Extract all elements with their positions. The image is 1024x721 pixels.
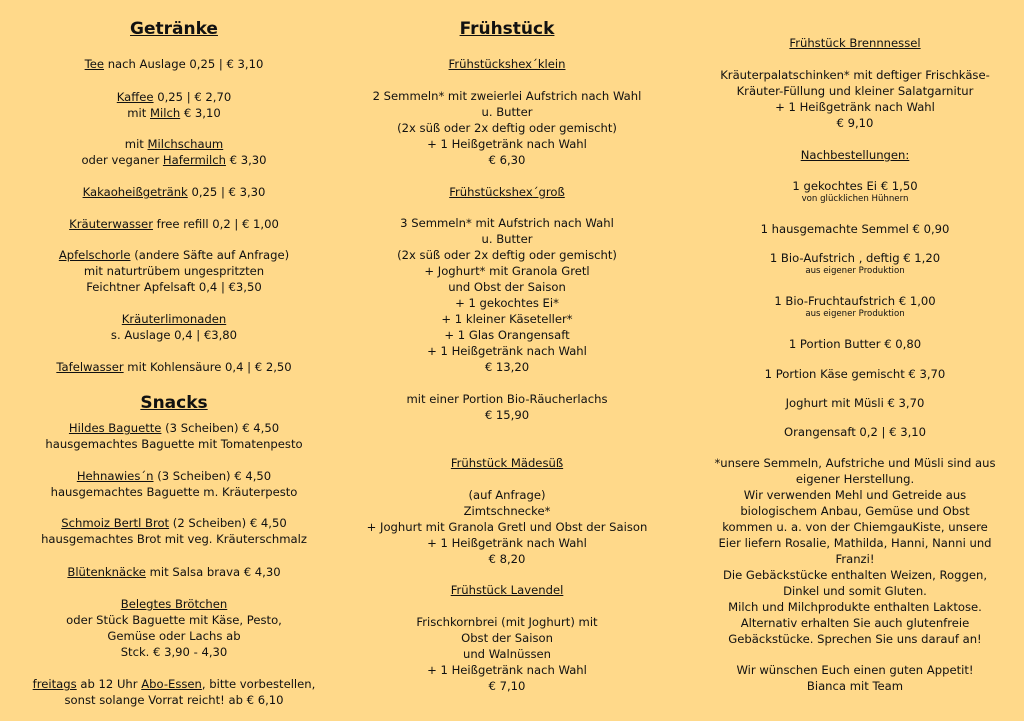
item-tafelwasser: Tafelwasser mit Kohlensäure 0,4 | € 2,50 [56, 360, 292, 374]
block-fruehstueck-brennnessel: Kräuterpalatschinken* mit deftiger Frischkäse- Kräuter-Füllung und kleiner Salatgarnitur + 1 Heißgetränk nach Wahl € 9,10 [720, 68, 990, 130]
column-drinks-snacks [14, 0, 334, 721]
block-fruehstueck-lavendel: Frischkornbrei (mit Joghurt) mit Obst der Saison und Walnüssen + 1 Heißgetränk nach Wahl € 7,10 [416, 615, 598, 693]
item-kaffee: Kaffee 0,25 | € 2,70 mit Milch € 3,10 [116, 90, 232, 120]
item-milchschaum: mit Milchschaum oder veganer Hafermilch € 3,30 [81, 137, 267, 167]
item-kakao: Kakaoheißgetränk 0,25 | € 3,30 [82, 185, 266, 199]
nachbestellung-item: 1 hausgemachte Semmel € 0,90 [760, 222, 950, 236]
nachbestellung-item: 1 Bio-Aufstrich , deftig € 1,20 aus eigener Produktion [769, 251, 941, 276]
block-fruehstueckshex-gross: 3 Semmeln* mit Aufstrich nach Wahl u. Butter (2x süß oder 2x deftig oder gemischt) + Joghurt* mit Granola Gretl und Obst der Saison + 1 gekochtes Ei* + 1 kleiner Käseteller* + 1 Glas Orangensaft + 1 Heißgetränk nach Wahl € 13,20 [397, 216, 617, 374]
item-hildes-baguette: Hildes Baguette (3 Scheiben) € 4,50 hausgemachtes Baguette mit Tomatenpesto [45, 421, 303, 451]
title-fruehstueckshex-klein: Frühstückshex´klein [448, 57, 566, 71]
item-freitags: freitags ab 12 Uhr Abo-Essen, bitte vorbestellen, sonst solange Vorrat reicht! ab € 6,10 [32, 677, 316, 707]
nachbestellung-item: Orangensaft 0,2 | € 3,10 [783, 425, 927, 439]
column-brennnessel-nachbestellungen [685, 0, 1024, 721]
nachbestellung-item: Joghurt mit Müsli € 3,70 [785, 396, 925, 410]
item-belegtes-broetchen: Belegtes Brötchen oder Stück Baguette mit Käse, Pesto, Gemüse oder Lachs ab Stck. € 3,90 - 4,30 [66, 597, 282, 659]
item-hehnawiesn: Hehnawies´n (3 Scheiben) € 4,50 hausgemachtes Baguette m. Kräuterpesto [50, 469, 298, 499]
notes-block: *unsere Semmeln, Aufstriche und Müsli sind aus eigener Herstellung. Wir verwenden Mehl und Getreide aus biologischem Anbau, Gemüse und Obst kommen u. a. von der ChiemgauKiste, unsere Eier liefern Rosalie, Mathilda, Hanni, Nanni und Franzi! Die Gebäckstücke enthalten Weizen, Roggen, Dinkel und somit Gluten. Milch und Milchprodukte enthalten Laktose. Alternativ erhalten Sie auch glutenfreie Gebäckstücke. Sprechen Sie uns darauf an! [714, 456, 996, 646]
nachbestellung-item: 1 Portion Butter € 0,80 [788, 337, 922, 351]
nachbestellung-item: 1 Bio-Fruchtaufstrich € 1,00 aus eigener Produktion [774, 294, 936, 319]
item-kraeuterlimonaden: Kräuterlimonaden s. Auslage 0,4 | €3,80 [110, 312, 238, 342]
item-bluetenknaecke: Blütenknäcke mit Salsa brava € 4,30 [67, 565, 281, 579]
title-fruehstueck-maedesuess: Frühstück Mädesüß [450, 456, 564, 470]
nachbestellung-item: 1 Portion Käse gemischt € 3,70 [764, 367, 946, 381]
title-fruehstueckshex-gross: Frühstückshex´groß [449, 185, 565, 199]
title-nachbestellungen: Nachbestellungen: [800, 148, 910, 162]
title-fruehstueck-brennnessel: Frühstück Brennnessel [789, 36, 921, 50]
closing-block: Wir wünschen Euch einen guten Appetit! Bianca mit Team [736, 663, 974, 693]
nachbestellung-item: 1 gekochtes Ei € 1,50 von glücklichen Hühnern [792, 179, 918, 204]
section-title-snacks: Snacks [140, 393, 208, 413]
block-fruehstueckshex-klein: 2 Semmeln* mit zweierlei Aufstrich nach Wahl u. Butter (2x süß oder 2x deftig oder gemischt) + 1 Heißgetränk nach Wahl € 6,30 [372, 89, 642, 167]
item-tee: Tee nach Auslage 0,25 | € 3,10 [84, 57, 264, 71]
block-fruehstueck-maedesuess: (auf Anfrage) Zimtschnecke* + Joghurt mit Granola Gretl und Obst der Saison + 1 Heißgetränk nach Wahl € 8,20 [366, 488, 648, 566]
section-title-getraenke: Getränke [130, 19, 218, 39]
item-kraeuterwasser: Kräuterwasser free refill 0,2 | € 1,00 [69, 217, 279, 231]
item-apfelschorle: Apfelschorle (andere Säfte auf Anfrage) mit naturtrübem ungespritzten Feichtner Apfelsaft 0,4 | €3,50 [58, 248, 290, 294]
column-fruehstueck [342, 0, 672, 721]
section-title-fruehstueck: Frühstück [459, 19, 555, 39]
block-raeucherlachs: mit einer Portion Bio-Räucherlachs € 15,90 [406, 392, 608, 422]
title-fruehstueck-lavendel: Frühstück Lavendel [450, 583, 564, 597]
item-schmoiz-bertl-brot: Schmoiz Bertl Brot (2 Scheiben) € 4,50 hausgemachtes Brot mit veg. Kräuterschmalz [41, 516, 307, 546]
